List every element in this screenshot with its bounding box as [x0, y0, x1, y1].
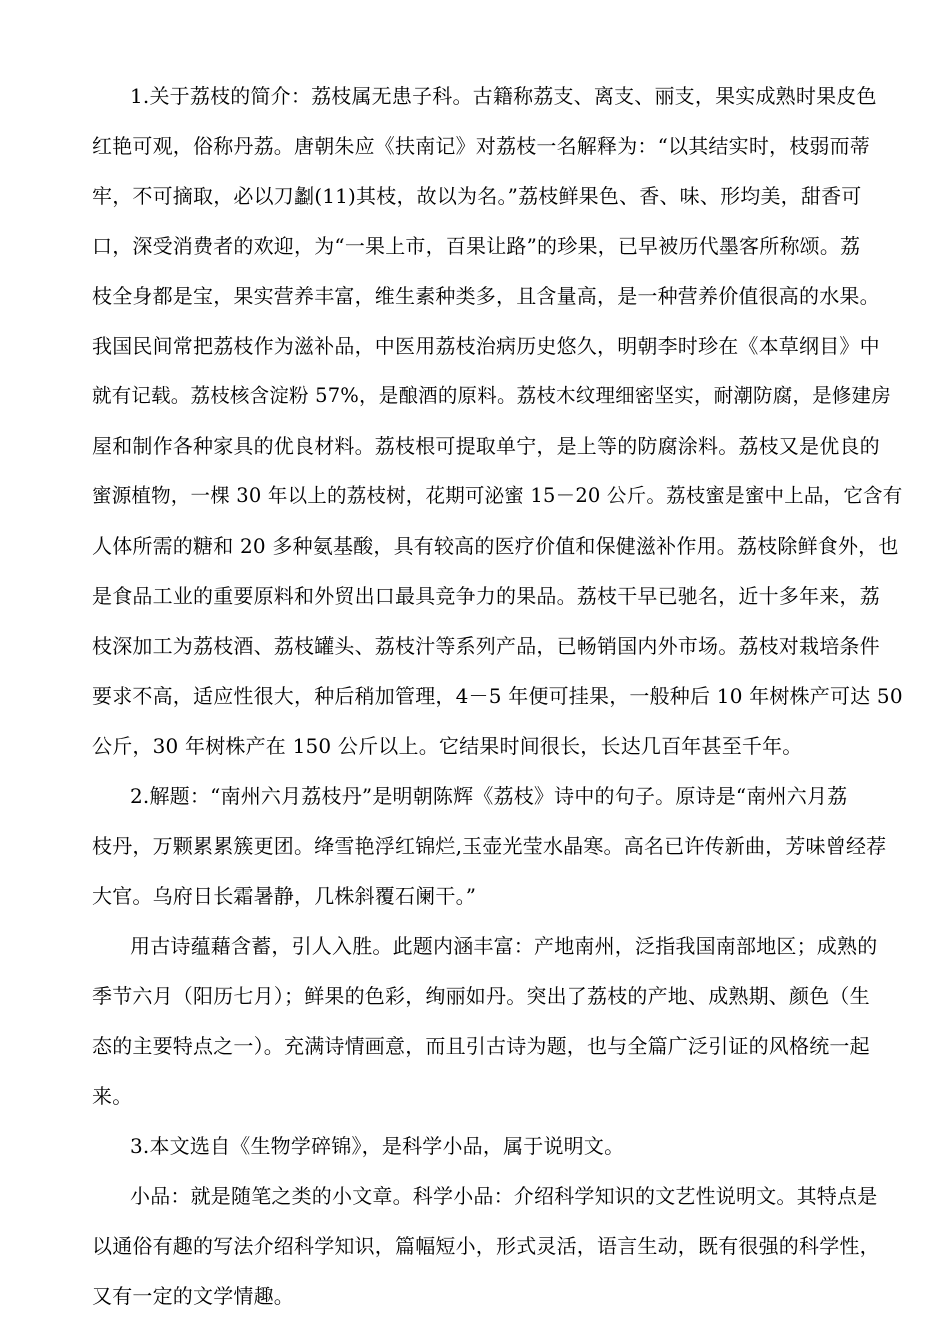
text-line: 小品：就是随笔之类的小文章。科学小品：介绍科学知识的文艺性说明文。其特点是: [130, 1184, 878, 1208]
text-line: 蜜源植物，一棵 30 年以上的荔枝树，花期可泌蜜 15－20 公斤。荔枝蜜是蜜中上品，它含有: [92, 484, 903, 507]
text-line: 2.解题：“南州六月荔枝丹”是明朝陈辉《荔枝》诗中的句子。原诗是“南州六月荔: [130, 784, 848, 808]
text-line: 就有记载。荔枝核含淀粉 57%，是酿酒的原料。荔枝木纹理细密坚实，耐潮防腐，是修建房: [92, 384, 891, 407]
text-line: 我国民间常把荔枝作为滋补品，中医用荔枝治病历史悠久，明朝李时珍在《本草纲目》中: [92, 334, 880, 358]
text-line: 是食品工业的重要原料和外贸出口最具竞争力的果品。荔枝干早已驰名，近十多年来，荔: [92, 584, 880, 608]
text-line: 大官。乌府日长霜暑静，几株斜覆石阑干。”: [92, 884, 477, 908]
text-line: 屋和制作各种家具的优良材料。荔枝根可提取单宁，是上等的防腐涂料。荔枝又是优良的: [92, 434, 880, 458]
text-line: 3.本文选自《生物学碎锦》，是科学小品，属于说明文。: [130, 1134, 625, 1158]
text-line: 用古诗蕴藉含蓄，引人入胜。此题内涵丰富：产地南州，泛指我国南部地区；成熟的: [130, 934, 878, 958]
text-line: 枝丹，万颗累累簇更团。绛雪艳浮红锦烂,玉壶光莹水晶寒。高名已许传新曲，芳味曾经荐: [92, 834, 887, 858]
text-line: 口，深受消费者的欢迎，为“一果上市，百果让路”的珍果，已早被历代墨客所称颂。荔: [92, 234, 861, 258]
text-line: 态的主要特点之一）。充满诗情画意，而且引古诗为题，也与全篇广泛引证的风格统一起: [92, 1034, 870, 1058]
text-line: 红艳可观，俗称丹荔。唐朝朱应《扶南记》对荔枝一名解释为：“以其结实时，枝弱而蒂: [92, 134, 871, 158]
text-line: 公斤，30 年树株产在 150 公斤以上。它结果时间很长，长达几百年甚至千年。: [92, 734, 803, 758]
text-line: 牢，不可摘取，必以刀劙(11)其枝，故以为名。”荔枝鲜果色、香、味、形均美，甜香可: [92, 184, 862, 208]
text-line: 1.关于荔枝的简介：荔枝属无患子科。古籍称荔支、离支、丽支，果实成熟时果皮色: [130, 84, 877, 108]
text-line: 人体所需的糖和 20 多种氨基酸，具有较高的医疗价值和保健滋补作用。荔枝除鲜食外，也: [92, 534, 899, 558]
text-line: 季节六月（阳历七月）；鲜果的色彩，绚丽如丹。突出了荔枝的产地、成熟期、颜色（生: [92, 984, 870, 1008]
text-line: 枝全身都是宝，果实营养丰富，维生素种类多，且含量高，是一种营养价值很高的水果。: [92, 284, 880, 308]
text-line: 以通俗有趣的写法介绍科学知识，篇幅短小，形式灵活，语言生动，既有很强的科学性，: [92, 1234, 880, 1258]
text-line: 枝深加工为荔枝酒、荔枝罐头、荔枝汁等系列产品，已畅销国内外市场。荔枝对栽培条件: [92, 634, 880, 658]
text-line: 要求不高，适应性很大，种后稍加管理，4－5 年便可挂果，一般种后 10 年树株产可达 50: [92, 684, 903, 708]
text-line: 又有一定的文学情趣。: [92, 1284, 294, 1308]
text-line: 来。: [92, 1084, 133, 1108]
